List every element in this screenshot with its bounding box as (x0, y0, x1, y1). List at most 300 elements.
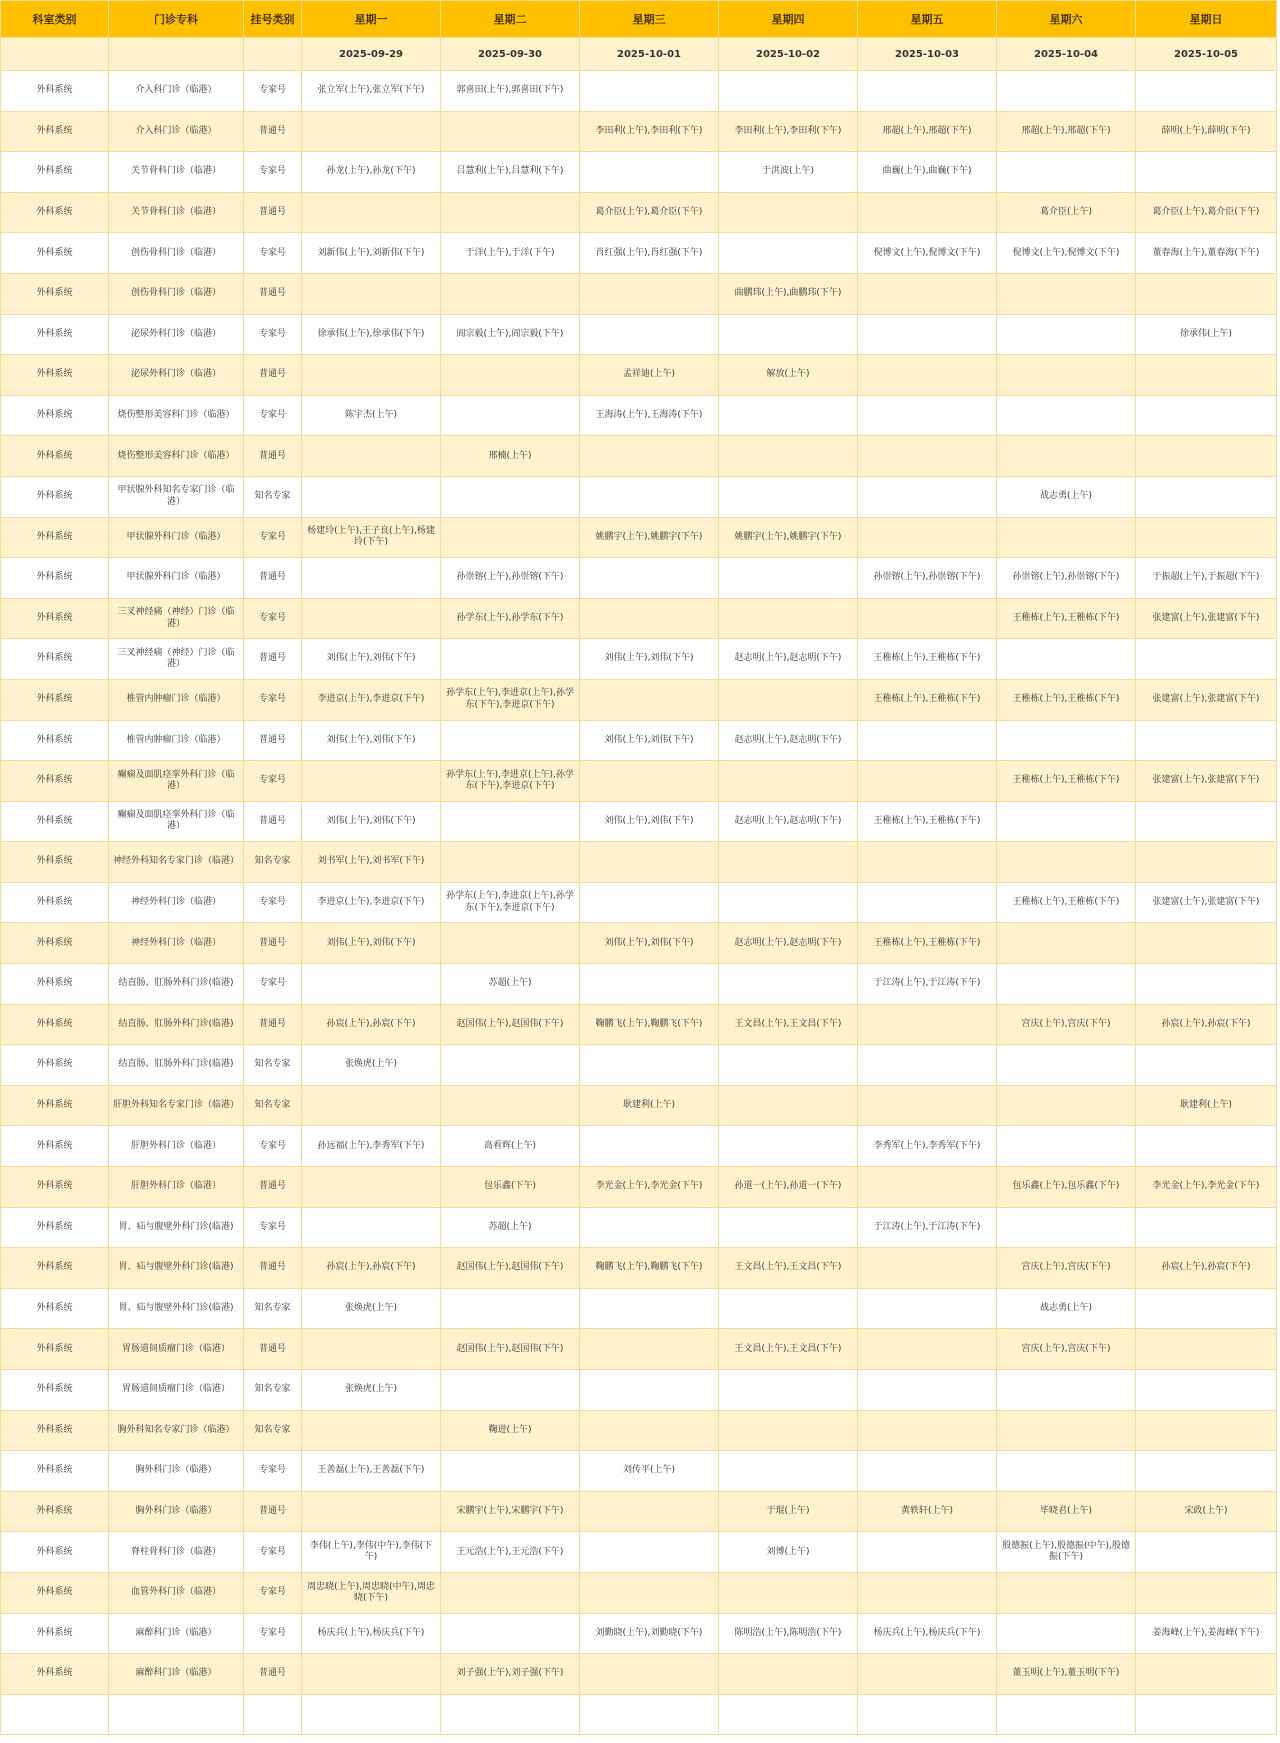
wed-cell: 刘伟(上午),刘伟(下午) (580, 720, 719, 761)
fri-cell (858, 882, 997, 923)
clinic-cell: 结直肠、肛肠外科门诊(临港) (109, 1045, 244, 1086)
mon-cell: 陈宇杰(上午) (302, 395, 441, 436)
col-header-tuesday: 星期二 (441, 1, 580, 38)
wed-cell (580, 964, 719, 1005)
tue-cell: 赵国伟(上午),赵国伟(下午) (441, 1329, 580, 1370)
mon-cell: 孙宸(上午),孙宸(下午) (302, 1248, 441, 1289)
tue-cell: 孙学东(上午),李进京(上午),孙学东(下午),李进京(下午) (441, 761, 580, 802)
table-row (1, 436, 1277, 477)
sat-cell: 殷德振(上午),殷德振(中午),殷德振(下午) (997, 1532, 1136, 1573)
reg-type-cell: 专家号 (244, 1451, 302, 1492)
sat-cell (997, 517, 1136, 558)
fri-cell (858, 1370, 997, 1411)
table-row (1, 639, 1277, 680)
empty-cell (1136, 1694, 1277, 1735)
dept-category-cell: 外科系统 (1, 923, 109, 964)
tue-cell: 吕慧利(上午),吕慧利(下午) (441, 152, 580, 193)
dept-category-cell: 外科系统 (1, 558, 109, 599)
sun-cell: 姜海峰(上午),姜海峰(下午) (1136, 1613, 1277, 1654)
mon-cell (302, 1410, 441, 1451)
table-row (1, 882, 1277, 923)
fri-cell (858, 1329, 997, 1370)
wed-cell (580, 273, 719, 314)
reg-type-cell: 普通号 (244, 1329, 302, 1370)
reg-type-cell: 普通号 (244, 1167, 302, 1208)
dept-category-cell: 外科系统 (1, 314, 109, 355)
clinic-cell: 三叉神经痛（神经）门诊（临港） (109, 598, 244, 639)
thu-cell (719, 1370, 858, 1411)
dept-category-cell: 外科系统 (1, 1370, 109, 1411)
sat-cell (997, 395, 1136, 436)
dept-category-cell: 外科系统 (1, 679, 109, 720)
col-header-friday: 星期五 (858, 1, 997, 38)
fri-cell (858, 1410, 997, 1451)
clinic-cell: 麻醉科门诊（临港） (109, 1613, 244, 1654)
table-row (1, 842, 1277, 883)
wed-cell: 孟祥迪(上午) (580, 355, 719, 396)
tue-cell (441, 1085, 580, 1126)
tue-cell: 赵国伟(上午),赵国伟(下午) (441, 1004, 580, 1045)
sat-cell (997, 1370, 1136, 1411)
dept-category-cell: 外科系统 (1, 152, 109, 193)
sat-cell: 王稚栋(上午),王稚栋(下午) (997, 598, 1136, 639)
fri-cell (858, 1004, 997, 1045)
clinic-cell: 肝胆外科门诊（临港） (109, 1167, 244, 1208)
date-tuesday: 2025-09-30 (441, 38, 580, 71)
thu-cell: 王文昌(上午),王文昌(下午) (719, 1004, 858, 1045)
clinic-cell: 结直肠、肛肠外科门诊(临港) (109, 964, 244, 1005)
thu-cell (719, 761, 858, 802)
tue-cell (441, 517, 580, 558)
thu-cell: 赵志明(上午),赵志明(下午) (719, 639, 858, 680)
sat-cell: 邢超(上午),邢超(下午) (997, 111, 1136, 152)
clinic-cell: 麻醉科门诊（临港） (109, 1654, 244, 1695)
table-row (1, 273, 1277, 314)
clinic-cell: 癫痫及面肌痉挛外科门诊（临港） (109, 761, 244, 802)
sat-cell (997, 71, 1136, 112)
fri-cell: 邢超(上午),邢超(下午) (858, 111, 997, 152)
dept-category-cell: 外科系统 (1, 761, 109, 802)
thu-cell: 赵志明(上午),赵志明(下午) (719, 801, 858, 842)
sat-cell: 王稚栋(上午),王稚栋(下午) (997, 761, 1136, 802)
dept-category-cell: 外科系统 (1, 1248, 109, 1289)
sat-cell (997, 1085, 1136, 1126)
dept-category-cell: 外科系统 (1, 395, 109, 436)
dept-category-cell: 外科系统 (1, 273, 109, 314)
clinic-cell: 神经外科知名专家门诊（临港） (109, 842, 244, 883)
table-row (1, 233, 1277, 274)
mon-cell (302, 1491, 441, 1532)
mon-cell (302, 598, 441, 639)
table-row (1, 1613, 1277, 1654)
fri-cell (858, 1572, 997, 1613)
mon-cell: 徐承伟(上午),徐承伟(下午) (302, 314, 441, 355)
wed-cell: 鞠鹏飞(上午),鞠鹏飞(下午) (580, 1248, 719, 1289)
table-row (1, 598, 1277, 639)
wed-cell (580, 1288, 719, 1329)
wed-cell (580, 1045, 719, 1086)
table-row (1, 395, 1277, 436)
wed-cell: 刘传平(上午) (580, 1451, 719, 1492)
wed-cell (580, 761, 719, 802)
mon-cell (302, 1654, 441, 1695)
reg-type-cell: 专家号 (244, 152, 302, 193)
clinic-cell: 甲状腺外科门诊（临港） (109, 558, 244, 599)
sat-cell: 倪博文(上午),倪博文(下午) (997, 233, 1136, 274)
thu-cell (719, 598, 858, 639)
fri-cell: 孙崇镕(上午),孙崇镕(下午) (858, 558, 997, 599)
mon-cell: 李进京(上午),李进京(下午) (302, 679, 441, 720)
tue-cell: 孙学东(上午),孙学东(下午) (441, 598, 580, 639)
tue-cell: 阎宗毅(上午),阎宗毅(下午) (441, 314, 580, 355)
table-row (1, 71, 1277, 112)
clinic-cell: 泌尿外科门诊（临港） (109, 314, 244, 355)
wed-cell (580, 558, 719, 599)
thu-cell (719, 558, 858, 599)
sun-cell: 董春海(上午),董春海(下午) (1136, 233, 1277, 274)
dept-category-cell: 外科系统 (1, 720, 109, 761)
empty-cell (302, 1694, 441, 1735)
clinic-cell: 甲状腺外科知名专家门诊（临港） (109, 476, 244, 517)
reg-type-cell: 普通号 (244, 1004, 302, 1045)
sun-cell (1136, 1045, 1277, 1086)
tue-cell (441, 1451, 580, 1492)
sat-cell: 宫庆(上午),宫庆(下午) (997, 1004, 1136, 1045)
fri-cell (858, 1085, 997, 1126)
table-row (1, 476, 1277, 517)
mon-cell (302, 964, 441, 1005)
sun-cell: 于振超(上午),于振超(下午) (1136, 558, 1277, 599)
thu-cell (719, 1085, 858, 1126)
tue-cell (441, 476, 580, 517)
dept-category-cell: 外科系统 (1, 639, 109, 680)
sat-cell (997, 923, 1136, 964)
fri-cell (858, 436, 997, 477)
wed-cell (580, 598, 719, 639)
sun-cell (1136, 476, 1277, 517)
table-row (1, 1126, 1277, 1167)
table-row (1, 1532, 1277, 1573)
table-row (1, 1085, 1277, 1126)
clinic-cell: 胃、疝与腹壁外科门诊(临港) (109, 1248, 244, 1289)
clinic-cell: 胃肠道间质瘤门诊（临港） (109, 1370, 244, 1411)
tue-cell: 孙崇镕(上午),孙崇镕(下午) (441, 558, 580, 599)
clinic-cell: 胃、疝与腹壁外科门诊(临港) (109, 1207, 244, 1248)
fri-cell (858, 314, 997, 355)
sat-cell (997, 1572, 1136, 1613)
tue-cell (441, 720, 580, 761)
fri-cell (858, 71, 997, 112)
col-header-wednesday: 星期三 (580, 1, 719, 38)
mon-cell: 刘伟(上午),刘伟(下午) (302, 923, 441, 964)
clinic-cell: 创伤骨科门诊（临港） (109, 273, 244, 314)
clinic-cell: 关节骨科门诊（临港） (109, 192, 244, 233)
thu-cell (719, 1126, 858, 1167)
sat-cell (997, 1045, 1136, 1086)
wed-cell: 刘伟(上午),刘伟(下午) (580, 923, 719, 964)
empty-cell (109, 1694, 244, 1735)
dept-category-cell: 外科系统 (1, 1329, 109, 1370)
sat-cell: 宫庆(上午),宫庆(下午) (997, 1329, 1136, 1370)
wed-cell: 王海涛(上午),王海涛(下午) (580, 395, 719, 436)
dept-category-cell: 外科系统 (1, 1491, 109, 1532)
thu-cell (719, 71, 858, 112)
tue-cell: 高看辉(上午) (441, 1126, 580, 1167)
fri-cell (858, 842, 997, 883)
sat-cell: 包乐鑫(上午),包乐鑫(下午) (997, 1167, 1136, 1208)
sat-cell (997, 152, 1136, 193)
date-saturday: 2025-10-04 (997, 38, 1136, 71)
reg-type-cell: 普通号 (244, 436, 302, 477)
reg-type-cell: 专家号 (244, 761, 302, 802)
sat-cell: 王稚栋(上午),王稚栋(下午) (997, 679, 1136, 720)
mon-cell: 周忠晓(上午),周忠晓(中午),周忠晓(下午) (302, 1572, 441, 1613)
sat-cell: 宫庆(上午),宫庆(下午) (997, 1248, 1136, 1289)
wed-cell: 李光金(上午),李光金(下午) (580, 1167, 719, 1208)
thu-cell: 赵志明(上午),赵志明(下午) (719, 923, 858, 964)
thu-cell (719, 679, 858, 720)
fri-cell (858, 598, 997, 639)
sun-cell: 徐承伟(上午) (1136, 314, 1277, 355)
reg-type-cell: 普通号 (244, 273, 302, 314)
wed-cell: 肖红强(上午),肖红强(下午) (580, 233, 719, 274)
empty-row (1, 1694, 1277, 1735)
tue-cell (441, 355, 580, 396)
sat-cell (997, 1410, 1136, 1451)
tue-cell (441, 1572, 580, 1613)
reg-type-cell: 知名专家 (244, 1370, 302, 1411)
table-row (1, 517, 1277, 558)
reg-type-cell: 专家号 (244, 964, 302, 1005)
dept-category-cell: 外科系统 (1, 801, 109, 842)
reg-type-cell: 专家号 (244, 517, 302, 558)
mon-cell (302, 476, 441, 517)
tue-cell (441, 273, 580, 314)
fri-cell (858, 1654, 997, 1695)
sat-cell (997, 1207, 1136, 1248)
thu-cell (719, 192, 858, 233)
table-row (1, 1654, 1277, 1695)
thu-cell (719, 1451, 858, 1492)
wed-cell (580, 152, 719, 193)
dept-category-cell: 外科系统 (1, 882, 109, 923)
thu-cell: 曲鹏玮(上午),曲鹏玮(下午) (719, 273, 858, 314)
sat-cell (997, 720, 1136, 761)
tue-cell (441, 842, 580, 883)
sat-cell (997, 436, 1136, 477)
reg-type-cell: 普通号 (244, 639, 302, 680)
reg-type-cell: 专家号 (244, 71, 302, 112)
sat-cell (997, 1126, 1136, 1167)
sun-cell (1136, 964, 1277, 1005)
clinic-cell: 脊柱骨科门诊（临港） (109, 1532, 244, 1573)
fri-cell: 曲巍(上午),曲巍(下午) (858, 152, 997, 193)
dept-category-cell: 外科系统 (1, 1410, 109, 1451)
tue-cell: 包乐鑫(下午) (441, 1167, 580, 1208)
wed-cell (580, 1654, 719, 1695)
dept-category-cell: 外科系统 (1, 1004, 109, 1045)
reg-type-cell: 专家号 (244, 882, 302, 923)
clinic-cell: 癫痫及面肌痉挛外科门诊（临港） (109, 801, 244, 842)
tue-cell (441, 923, 580, 964)
fri-cell (858, 761, 997, 802)
wed-cell: 鞠鹏飞(上午),鞠鹏飞(下午) (580, 1004, 719, 1045)
sun-cell (1136, 1572, 1277, 1613)
table-row (1, 1410, 1277, 1451)
mon-cell (302, 1329, 441, 1370)
fri-cell (858, 1167, 997, 1208)
reg-type-cell: 知名专家 (244, 1288, 302, 1329)
clinic-cell: 肝胆外科门诊（临港） (109, 1126, 244, 1167)
fri-cell: 于江涛(上午),于江涛(下午) (858, 1207, 997, 1248)
empty-cell (441, 1694, 580, 1735)
col-header-monday: 星期一 (302, 1, 441, 38)
dept-category-cell: 外科系统 (1, 436, 109, 477)
mon-cell: 杨庆兵(上午),杨庆兵(下午) (302, 1613, 441, 1654)
sun-cell: 张建富(上午),张建富(下午) (1136, 882, 1277, 923)
mon-cell: 张焕虎(上午) (302, 1288, 441, 1329)
sun-cell (1136, 1410, 1277, 1451)
mon-cell: 杨建玲(上午),王子良(上午),杨建玲(下午) (302, 517, 441, 558)
clinic-cell: 关节骨科门诊（临港） (109, 152, 244, 193)
table-row (1, 923, 1277, 964)
tue-cell: 赵国伟(上午),赵国伟(下午) (441, 1248, 580, 1289)
wed-cell (580, 436, 719, 477)
mon-cell: 刘伟(上午),刘伟(下午) (302, 801, 441, 842)
reg-type-cell: 普通号 (244, 355, 302, 396)
empty-cell (244, 1694, 302, 1735)
dept-category-cell: 外科系统 (1, 842, 109, 883)
thu-cell: 赵志明(上午),赵志明(下午) (719, 720, 858, 761)
table-row (1, 1288, 1277, 1329)
thu-cell: 陈明浩(上午),陈明浩(下午) (719, 1613, 858, 1654)
sat-cell (997, 842, 1136, 883)
reg-type-cell: 知名专家 (244, 1045, 302, 1086)
sat-cell: 董玉明(上午),董玉明(下午) (997, 1654, 1136, 1695)
clinic-cell: 椎管内肿瘤门诊（临港） (109, 720, 244, 761)
wed-cell: 姚鹏宇(上午),姚鹏宇(下午) (580, 517, 719, 558)
col-header-saturday: 星期六 (997, 1, 1136, 38)
table-row (1, 111, 1277, 152)
clinic-cell: 创伤骨科门诊（临港） (109, 233, 244, 274)
date-thursday: 2025-10-02 (719, 38, 858, 71)
reg-type-cell: 普通号 (244, 1248, 302, 1289)
col-header-reg-type: 挂号类别 (244, 1, 302, 38)
table-row (1, 1572, 1277, 1613)
tue-cell: 苏超(上午) (441, 1207, 580, 1248)
dept-category-cell: 外科系统 (1, 598, 109, 639)
table-row (1, 1004, 1277, 1045)
table-row (1, 964, 1277, 1005)
schedule-body (1, 71, 1277, 1735)
clinic-cell: 神经外科门诊（临港） (109, 923, 244, 964)
dept-category-cell: 外科系统 (1, 111, 109, 152)
tue-cell: 于洋(上午),于洋(下午) (441, 233, 580, 274)
reg-type-cell: 普通号 (244, 720, 302, 761)
empty-cell (858, 1694, 997, 1735)
tue-cell: 苏超(上午) (441, 964, 580, 1005)
clinic-cell: 泌尿外科门诊（临港） (109, 355, 244, 396)
dept-category-cell: 外科系统 (1, 1085, 109, 1126)
table-row (1, 314, 1277, 355)
reg-type-cell: 专家号 (244, 1532, 302, 1573)
table-row (1, 558, 1277, 599)
sun-cell: 耿建利(上午) (1136, 1085, 1277, 1126)
dept-category-cell: 外科系统 (1, 1532, 109, 1573)
fri-cell (858, 517, 997, 558)
sun-cell (1136, 923, 1277, 964)
table-row (1, 1167, 1277, 1208)
fri-cell (858, 1248, 997, 1289)
clinic-cell: 烧伤整形美容科门诊（临港） (109, 436, 244, 477)
clinic-cell: 三叉神经痛（神经）门诊（临港） (109, 639, 244, 680)
reg-type-cell: 专家号 (244, 314, 302, 355)
wed-cell (580, 1572, 719, 1613)
reg-type-cell: 专家号 (244, 1126, 302, 1167)
clinic-cell: 胃肠道间质瘤门诊（临港） (109, 1329, 244, 1370)
tue-cell: 宋鹏宇(上午),宋鹏宇(下午) (441, 1491, 580, 1532)
table-row (1, 1045, 1277, 1086)
thu-cell: 于琨(上午) (719, 1491, 858, 1532)
fri-cell: 于江涛(上午),于江涛(下午) (858, 964, 997, 1005)
reg-type-cell: 普通号 (244, 801, 302, 842)
reg-type-cell: 知名专家 (244, 476, 302, 517)
reg-type-cell: 普通号 (244, 1491, 302, 1532)
thu-cell (719, 476, 858, 517)
sun-cell (1136, 801, 1277, 842)
sun-cell (1136, 1329, 1277, 1370)
wed-cell (580, 1491, 719, 1532)
date-blank (109, 38, 244, 71)
date-wednesday: 2025-10-01 (580, 38, 719, 71)
fri-cell: 黄轶轩(上午) (858, 1491, 997, 1532)
tue-cell (441, 801, 580, 842)
fri-cell: 李秀军(上午),李秀军(下午) (858, 1126, 997, 1167)
table-row (1, 192, 1277, 233)
thu-cell (719, 1410, 858, 1451)
reg-type-cell: 专家号 (244, 1572, 302, 1613)
fri-cell (858, 273, 997, 314)
mon-cell: 孙龙(上午),孙龙(下午) (302, 152, 441, 193)
thu-cell: 刘博(上午) (719, 1532, 858, 1573)
mon-cell (302, 273, 441, 314)
dept-category-cell: 外科系统 (1, 1126, 109, 1167)
thu-cell: 于洪波(上午) (719, 152, 858, 193)
sat-cell: 毕晓君(上午) (997, 1491, 1136, 1532)
thu-cell: 姚鹏宇(上午),姚鹏宇(下午) (719, 517, 858, 558)
empty-cell (1, 1694, 109, 1735)
sun-cell (1136, 1532, 1277, 1573)
sun-cell: 孙宸(上午),孙宸(下午) (1136, 1004, 1277, 1045)
table-row (1, 801, 1277, 842)
mon-cell (302, 192, 441, 233)
mon-cell: 李进京(上午),李进京(下午) (302, 882, 441, 923)
mon-cell (302, 761, 441, 802)
sat-cell (997, 314, 1136, 355)
tue-cell: 孙学东(上午),李进京(上午),孙学东(下午),李进京(下午) (441, 679, 580, 720)
wed-cell (580, 1410, 719, 1451)
table-row (1, 720, 1277, 761)
fri-cell: 王稚栋(上午),王稚栋(下午) (858, 923, 997, 964)
sun-cell (1136, 273, 1277, 314)
sat-cell: 战志勇(上午) (997, 1288, 1136, 1329)
sun-cell (1136, 152, 1277, 193)
wed-cell (580, 842, 719, 883)
wed-cell (580, 476, 719, 517)
sun-cell: 薛明(上午),薛明(下午) (1136, 111, 1277, 152)
tue-cell (441, 1613, 580, 1654)
sun-cell (1136, 71, 1277, 112)
